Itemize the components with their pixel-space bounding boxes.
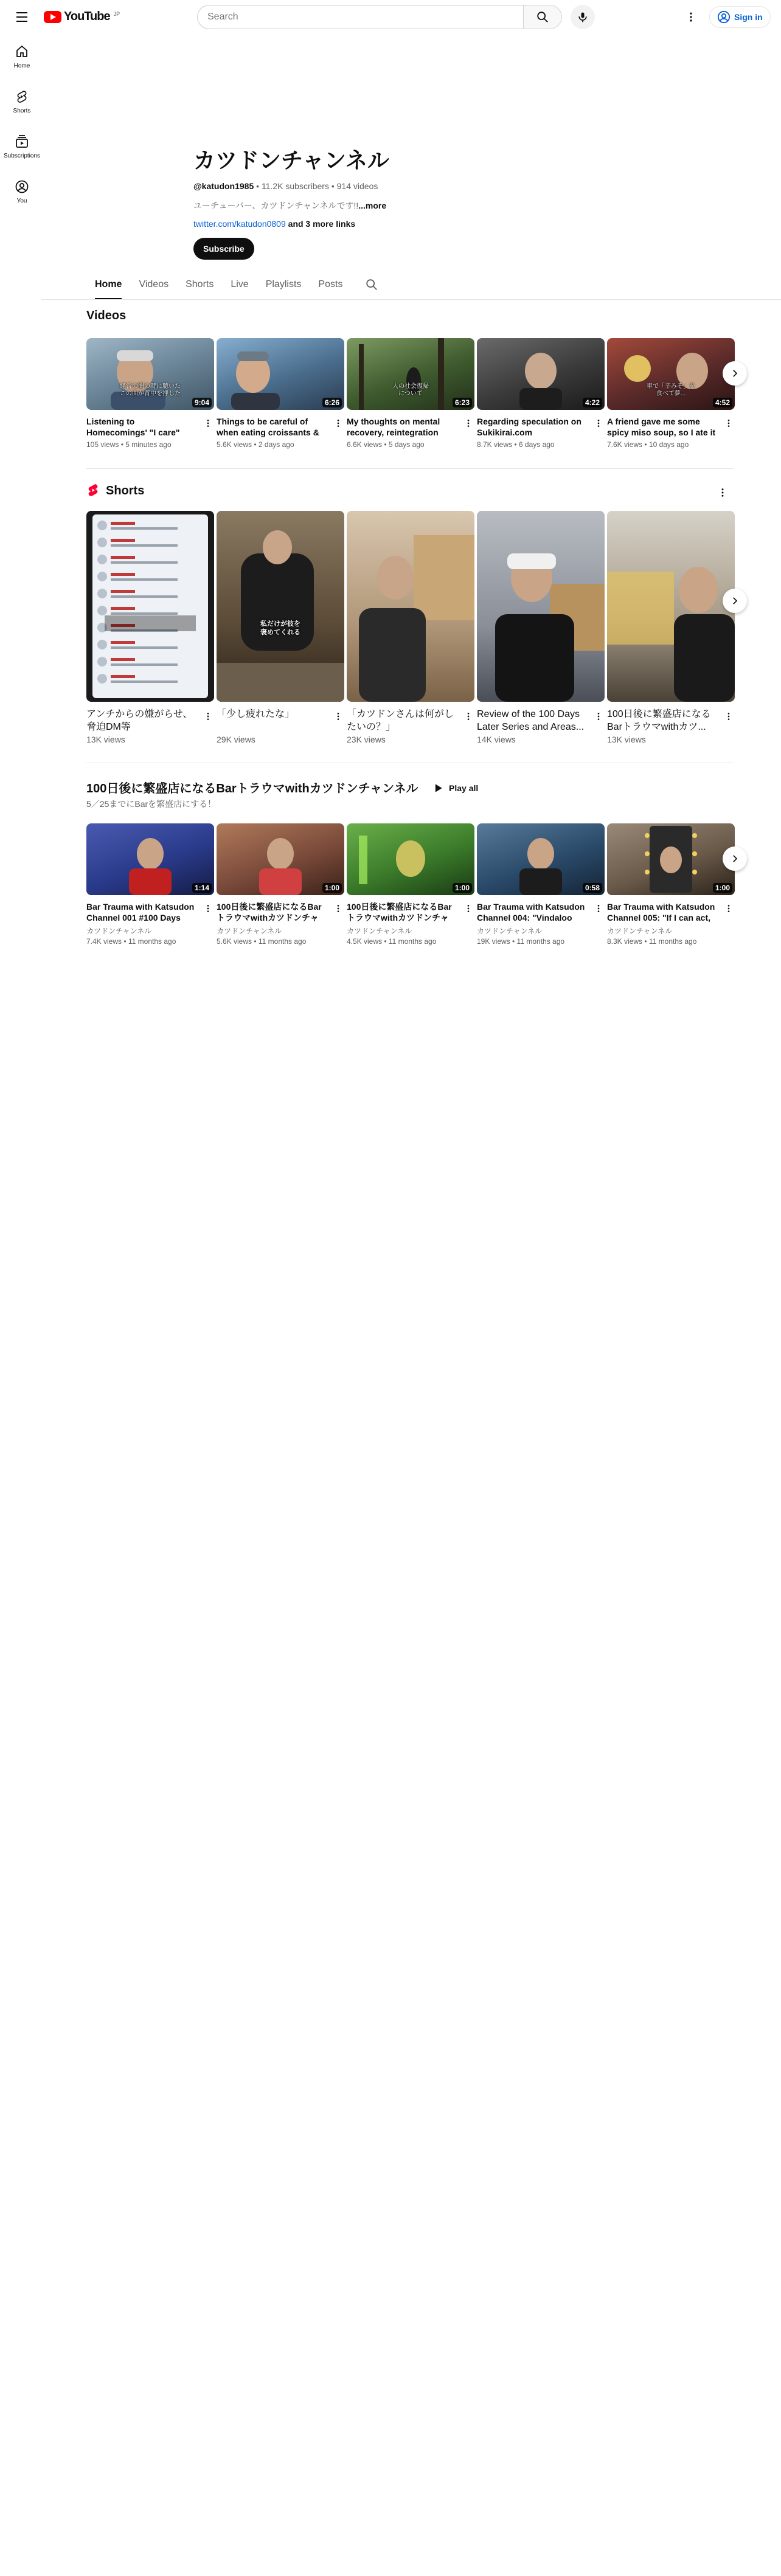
- thumbnail-caption: 経営の闇の時に聴いた この曲が背中を押した: [120, 383, 181, 397]
- short-menu-button[interactable]: [462, 709, 474, 724]
- person-thumbnail-image: [347, 511, 474, 702]
- playlist-row: [86, 823, 735, 946]
- video-menu-button[interactable]: [332, 416, 344, 431]
- channel-meta: [193, 181, 378, 191]
- more-vertical-icon: [594, 712, 603, 721]
- chevron-right-icon: [729, 368, 740, 379]
- guide-item-home[interactable]: [2, 34, 41, 79]
- video-duration: 6:26: [322, 398, 342, 407]
- more-vertical-icon: [333, 904, 343, 913]
- video-meta: 5.6K views • 2 days ago: [217, 440, 294, 449]
- video-menu-button[interactable]: [462, 901, 474, 916]
- video-duration: 4:22: [583, 398, 602, 407]
- video-menu-button[interactable]: [332, 901, 344, 916]
- shorts-icon: [15, 89, 29, 104]
- short-menu-button[interactable]: [202, 709, 214, 724]
- video-count: 914 videos: [336, 181, 378, 191]
- short-thumbnail[interactable]: [217, 511, 344, 702]
- short-card[interactable]: [607, 511, 735, 744]
- tab-home[interactable]: Home: [86, 270, 130, 299]
- playlist-next-button[interactable]: [723, 847, 747, 871]
- video-menu-button[interactable]: [723, 901, 735, 916]
- more-vertical-icon: [203, 712, 213, 721]
- meta-separator: •: [256, 181, 262, 191]
- video-menu-button[interactable]: [592, 416, 605, 431]
- region-code: JP: [113, 10, 120, 17]
- guide-item-subscriptions[interactable]: [2, 124, 41, 169]
- guide-label: Shorts: [13, 107, 31, 114]
- search-icon: [365, 278, 378, 291]
- video-title[interactable]: Things to be careful of when eating croissants &: [217, 417, 319, 437]
- playlist-video-card[interactable]: [347, 823, 474, 946]
- more-vertical-icon: [203, 418, 213, 428]
- account-circle-icon: [717, 10, 731, 24]
- shorts-next-button[interactable]: [723, 589, 747, 613]
- shorts-logo-icon: [86, 483, 100, 499]
- channel-tabs: [86, 270, 386, 299]
- meta-separator: •: [331, 181, 337, 191]
- search-icon: [536, 10, 549, 24]
- video-menu-button[interactable]: [592, 901, 605, 916]
- video-meta: 7.4K views • 11 months ago: [86, 937, 176, 946]
- section-divider: [86, 468, 734, 469]
- short-thumbnail[interactable]: [86, 511, 214, 702]
- person-thumbnail-image: [217, 511, 344, 702]
- channel-handle: @katudon1985: [193, 181, 254, 191]
- shorts-section-header: [86, 483, 144, 499]
- video-thumbnail[interactable]: [217, 338, 344, 410]
- tabs-divider: [41, 299, 781, 300]
- channel-links: [193, 219, 355, 229]
- video-card[interactable]: [477, 338, 605, 449]
- microphone-icon: [577, 11, 589, 23]
- video-duration: 4:52: [713, 398, 732, 407]
- video-duration: 1:00: [713, 883, 732, 893]
- video-duration: 9:04: [192, 398, 212, 407]
- more-vertical-icon: [724, 418, 734, 428]
- more-vertical-icon: [594, 418, 603, 428]
- video-meta: 19K views • 11 months ago: [477, 937, 565, 946]
- chevron-right-icon: [729, 853, 740, 864]
- description-text: ユーチューバー、カツドンチャンネルです!!: [193, 201, 359, 210]
- more-vertical-icon: [724, 712, 734, 721]
- video-menu-button[interactable]: [202, 901, 214, 916]
- video-thumbnail[interactable]: [607, 823, 735, 895]
- video-title[interactable]: Bar Trauma with Katsudon Channel 001 #100 Days: [86, 902, 195, 923]
- video-menu-button[interactable]: [202, 416, 214, 431]
- thumbnail-caption: 私だけが彼を 褒めてくれる: [260, 620, 300, 636]
- playlist-section-title[interactable]: 100日後に繁盛店になるBarトラウマwithカツドンチャンネル: [86, 782, 418, 795]
- playlist-video-card[interactable]: [217, 823, 344, 946]
- search-input[interactable]: [197, 5, 523, 29]
- short-views: 29K views: [217, 735, 255, 744]
- playlist-video-card[interactable]: [607, 823, 735, 946]
- more-vertical-icon: [463, 904, 473, 913]
- video-channel[interactable]: カツドンチャンネル: [607, 927, 673, 935]
- video-thumbnail[interactable]: [347, 823, 474, 895]
- videos-row: [86, 338, 735, 449]
- video-card[interactable]: [86, 338, 214, 449]
- person-thumbnail-image: [607, 511, 735, 702]
- thumbnail-caption: 人の社会復帰 について: [392, 383, 429, 397]
- description-more-link[interactable]: ...more: [358, 201, 387, 210]
- videos-section-title[interactable]: Videos: [86, 309, 127, 322]
- youtube-play-icon: [44, 11, 61, 23]
- channel-name: カツドンチャンネル: [193, 148, 389, 173]
- video-title[interactable]: 100日後に繁盛店になるBarトラウマwithカツドンチャ: [217, 902, 322, 923]
- video-menu-button[interactable]: [462, 416, 474, 431]
- video-meta: 5.6K views • 11 months ago: [217, 937, 307, 946]
- playlist-subtitle: 5／25までにBarを繁盛店にする！: [86, 799, 217, 809]
- chevron-right-icon: [729, 595, 740, 606]
- mini-guide: [2, 34, 41, 214]
- short-title[interactable]: 100日後に繁盛店になるBarトラウマwithカツ...: [607, 709, 711, 732]
- subscriber-count: 11.2K subscribers: [261, 181, 329, 191]
- video-duration: 1:00: [453, 883, 472, 893]
- short-views: 13K views: [86, 735, 125, 744]
- youtube-logo[interactable]: [44, 10, 120, 24]
- more-links-button[interactable]: and 3 more links: [288, 219, 356, 229]
- video-title[interactable]: 100日後に繁盛店になるBarトラウマwithカツドンチャ: [347, 902, 452, 923]
- more-vertical-icon: [463, 418, 473, 428]
- video-meta: 8.3K views • 11 months ago: [607, 937, 697, 946]
- play-icon: [432, 782, 444, 794]
- video-meta: 105 views • 5 minutes ago: [86, 440, 172, 449]
- short-title[interactable]: 「カツドンさんは何がしたいの？」: [347, 709, 454, 732]
- logo-text: YouTube: [64, 10, 110, 23]
- video-card[interactable]: [217, 338, 344, 449]
- short-views: 13K views: [607, 735, 646, 744]
- you-icon: [15, 179, 29, 194]
- voice-search-button[interactable]: [571, 5, 595, 29]
- sign-in-label: Sign in: [734, 12, 763, 22]
- videos-next-button[interactable]: [723, 361, 747, 386]
- guide-label: Home: [13, 62, 30, 69]
- video-duration: 0:58: [583, 883, 602, 893]
- short-views: 14K views: [477, 735, 516, 744]
- subscribe-button[interactable]: Subscribe: [193, 238, 254, 260]
- video-title[interactable]: My thoughts on mental recovery, reintegration: [347, 417, 440, 437]
- guide-label: Subscriptions: [3, 152, 41, 159]
- video-title[interactable]: Listening to Homecomings' "I care": [86, 417, 180, 437]
- short-menu-button[interactable]: [332, 709, 344, 724]
- short-thumbnail[interactable]: [477, 511, 605, 702]
- video-title[interactable]: Regarding speculation on Sukikirai.com: [477, 417, 581, 437]
- video-channel[interactable]: カツドンチャンネル: [217, 927, 282, 935]
- short-title[interactable]: アンチからの嫌がらせ、脅迫DM等: [86, 709, 193, 732]
- video-duration: 6:23: [453, 398, 472, 407]
- video-meta: 7.6K views • 10 days ago: [607, 440, 689, 449]
- playlist-video-card[interactable]: [477, 823, 605, 946]
- hamburger-menu-button[interactable]: [13, 9, 30, 26]
- channel-description[interactable]: [193, 199, 386, 212]
- more-vertical-icon: [203, 904, 213, 913]
- video-thumbnail[interactable]: [477, 823, 605, 895]
- video-thumbnail[interactable]: [347, 338, 474, 410]
- short-title[interactable]: Review of the 100 Days Later Series and Areas...: [477, 709, 585, 732]
- external-link[interactable]: twitter.com/katudon0809: [193, 219, 286, 229]
- tab-posts[interactable]: Posts: [318, 279, 343, 289]
- play-all-label: Play all: [449, 783, 479, 793]
- short-card[interactable]: [86, 511, 214, 744]
- short-title[interactable]: 「少し疲れたな」: [217, 709, 295, 719]
- video-title[interactable]: Bar Trauma with Katsudon Channel 004: "Vindaloo: [477, 902, 585, 923]
- channel-search-button[interactable]: [357, 270, 386, 299]
- short-menu-button[interactable]: [592, 709, 605, 724]
- playlist-video-card[interactable]: [86, 823, 214, 946]
- short-card[interactable]: [347, 511, 474, 744]
- video-duration: 1:00: [322, 883, 342, 893]
- short-thumbnail[interactable]: [347, 511, 474, 702]
- home-icon: [15, 44, 29, 59]
- more-vertical-icon: [724, 904, 734, 913]
- video-meta: 6.6K views • 5 days ago: [347, 440, 425, 449]
- shorts-row: [86, 511, 735, 744]
- person-thumbnail-image: [477, 511, 605, 702]
- short-views: 23K views: [347, 735, 386, 744]
- thumbnail-caption: 車で「辛みそ」を 食べて夢...: [647, 383, 695, 397]
- masthead: [0, 0, 781, 34]
- video-meta: 8.7K views • 6 days ago: [477, 440, 555, 449]
- video-meta: 4.5K views • 11 months ago: [347, 937, 437, 946]
- short-card[interactable]: [217, 511, 344, 744]
- search-button[interactable]: [523, 5, 562, 29]
- more-vertical-icon: [463, 712, 473, 721]
- tab-playlists[interactable]: Playlists: [265, 279, 302, 289]
- shorts-section-menu-button[interactable]: [717, 485, 729, 500]
- video-thumbnail[interactable]: [217, 823, 344, 895]
- video-title[interactable]: A friend gave me some spicy miso soup, so I ate it: [607, 417, 716, 437]
- video-menu-button[interactable]: [723, 416, 735, 431]
- video-channel[interactable]: カツドンチャンネル: [477, 927, 543, 935]
- video-card[interactable]: [607, 338, 735, 449]
- more-vertical-icon: [594, 904, 603, 913]
- tab-shorts[interactable]: Shorts: [186, 279, 214, 289]
- tab-live[interactable]: Live: [231, 279, 249, 289]
- video-channel[interactable]: カツドンチャンネル: [86, 927, 152, 935]
- more-vertical-icon: [685, 11, 697, 23]
- video-thumbnail[interactable]: [86, 338, 214, 410]
- video-title[interactable]: Bar Trauma with Katsudon Channel 005: "If I can act,: [607, 902, 715, 923]
- video-thumbnail[interactable]: [607, 338, 735, 410]
- subscriptions-icon: [15, 134, 29, 149]
- guide-item-you[interactable]: [2, 169, 41, 214]
- video-card[interactable]: [347, 338, 474, 449]
- video-thumbnail[interactable]: [86, 823, 214, 895]
- tab-videos[interactable]: Videos: [139, 279, 169, 289]
- play-all-button[interactable]: [426, 777, 487, 799]
- shorts-section-title: Shorts: [106, 483, 145, 497]
- video-duration: 1:14: [192, 883, 212, 893]
- short-thumbnail[interactable]: [607, 511, 735, 702]
- short-card[interactable]: [477, 511, 605, 744]
- dm-screenshot-image: [86, 511, 214, 702]
- video-thumbnail[interactable]: [477, 338, 605, 410]
- settings-menu-button[interactable]: [681, 7, 701, 27]
- guide-label: You: [16, 197, 27, 204]
- search-box: [197, 5, 562, 29]
- more-vertical-icon: [333, 712, 343, 721]
- guide-item-shorts[interactable]: [2, 79, 41, 124]
- sign-in-button[interactable]: [709, 6, 771, 28]
- more-vertical-icon: [717, 487, 728, 498]
- more-vertical-icon: [333, 418, 343, 428]
- video-channel[interactable]: カツドンチャンネル: [347, 927, 412, 935]
- short-menu-button[interactable]: [723, 709, 735, 724]
